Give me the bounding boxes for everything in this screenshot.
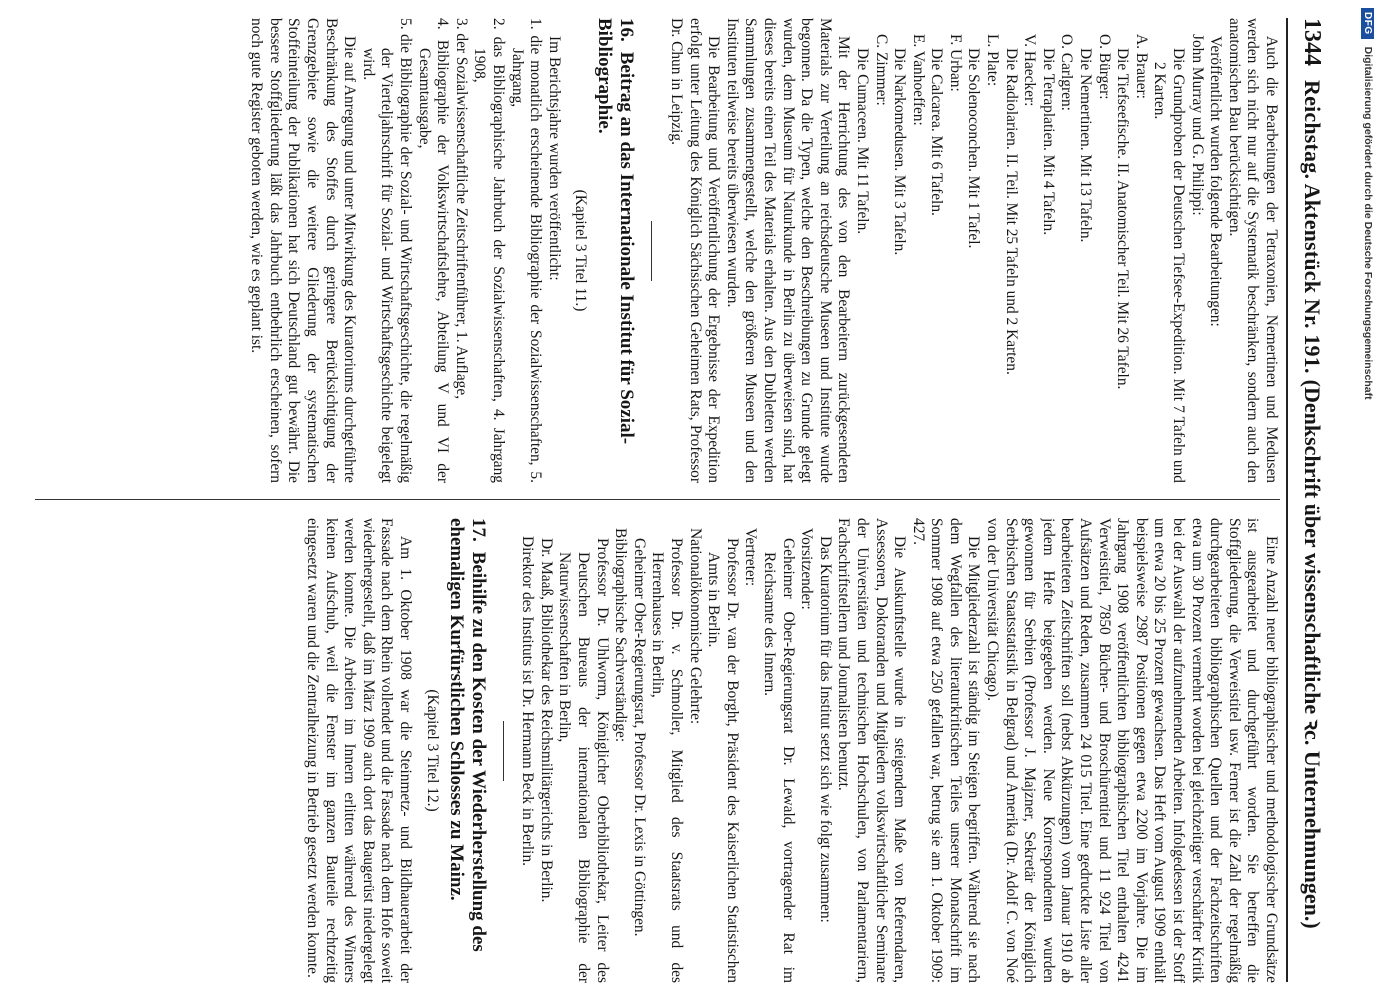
section-number: 16.: [616, 18, 638, 42]
work-title: Die Cumaceen. Mit 11 Tafeln.: [853, 48, 871, 235]
list-item: [358, 18, 414, 483]
author-name: O. Carlgren:: [1058, 34, 1076, 111]
section-title: Beitrag an das Internationale Institut für Sozial-Bibliographie.: [594, 18, 638, 445]
list-item: [451, 18, 470, 483]
page-header: [1292, 18, 1328, 982]
list-number: 1.: [527, 18, 545, 30]
board-member: Geheimer Ober-Regierungsrat Dr. Lewald, vortragender Rat im Reichsamte des Innern.: [760, 538, 797, 983]
author-name: L. Plate:: [984, 34, 1002, 87]
author-name: O. Bürger:: [1095, 34, 1113, 100]
dfg-credit-text: Digitalisierung gefördert durch die Deutsche Forschungsgemeinschaft: [1362, 46, 1374, 400]
page-number: 1344: [1299, 18, 1325, 66]
running-subtitle: (Denkschrift über wissenschaftliche ꝛc. Unternehmungen.): [1300, 379, 1325, 929]
paragraph: Veröffentlicht wurden folgende Bearbeitungen:: [1207, 36, 1225, 327]
board-member: Professor Dr. v. Schmoller, Mitglied des Staatsrats und des Herrenhauses in Berlin,: [649, 538, 685, 983]
board-member: Geheimer Ober-Regierungsrat, Professor Dr. Lexis in Göttingen.: [630, 538, 648, 937]
paragraph: Im Berichtsjahre wurden veröffentlicht:: [545, 36, 563, 281]
work-title: Die Nemertinen. Mit 13 Tafeln.: [1077, 48, 1095, 243]
work-title: Die Narkomedusen. Mit 3 Tafeln.: [891, 48, 909, 256]
list-text: das Bibliographische Jahrbuch der Sozialwissenschaften, 4. Jahrgang 1908,: [471, 36, 508, 483]
list-item: [507, 18, 544, 483]
section-number: 17.: [467, 518, 489, 542]
section-title: Beihilfe zu den Kosten der Wiederherstellung des ehemaligen Kurfürstlichen Schlosses zu Mainz.: [445, 518, 489, 952]
right-column: [25, 518, 1280, 983]
header-rule: [1286, 18, 1288, 982]
list-text: der Sozialwissenschaftliche Zeitschriftenführer, 1. Auflage,: [452, 33, 470, 400]
paragraph: Die Bearbeitung und Veröffentlichung der Ergebnisse der Expedition erfolgt unter Leitung des Königlich Sächsischen Geheimen Rats, Professor Dr. Chun in Leipzig.: [668, 18, 723, 483]
dfg-credit-text-wrap: [1358, 8, 1378, 993]
chapter-reference: (Kapitel 3 Titel 12.): [423, 689, 441, 812]
list-number: 5.: [397, 18, 415, 30]
board-member: Professor Dr. Uhlworm, Königlicher Oberbibliothekar, Leiter des Deutschen Bureaus der internationalen Bibliographie der Naturwissenschaften in Berlin,: [556, 538, 611, 983]
list-text: die Bibliographie der Sozial- und Wirtschaftsgeschichte, die regelmäßig der Vierteljahrschrift für Sozial- und Wirtschaftsgeschichte beigelegt wird.: [359, 34, 415, 483]
author-name: A. Brauer:: [1132, 34, 1150, 99]
paragraph: Direktor des Instituts ist Dr. Hermann Beck in Berlin.: [519, 536, 537, 866]
list-text: die monatlich erscheinende Bibliographie der Sozialwissenschaften, 5. Jahrgang,: [508, 35, 545, 483]
dfg-credit: [1358, 8, 1378, 993]
work-title: Die Radiolarien. II. Teil. Mit 25 Tafeln und 2 Karten.: [1002, 48, 1020, 375]
work-title: Die Grundproben der Deutschen Tiefsee-Expedition. Mit 7 Tafeln und 2 Karten.: [1151, 48, 1188, 483]
board-member: Dr. Maaß, Bibliothekar des Reichsmilitärgerichts in Berlin.: [537, 538, 555, 903]
board-member: Professor Dr. van der Borght, Präsident des Kaiserlichen Statistischen Amts in Berlin.: [705, 538, 741, 983]
paragraph: Die Auskunftstelle wurde in steigendem Maße von Referendaren, Assessoren, Doktoranden und Mitgliedern volkswirtschaftlicher Seminare der Universitäten und technischen Hochschulen, von Parlamentariern, Fachschriftstellern und Journalisten benutzt.: [835, 518, 909, 983]
author-name: F. Urban:: [946, 34, 964, 92]
paragraph: Mit der Herrichtung des von den Bearbeitern zurückgesendeten Materials zur Verteilung an reichsdeutsche Museen und Institute wurde begonnen. Da die Typen, welche den Beschreibungen zu Grunde gelegt wurden, dem Museum für Naturkunde in Berlin zu überweisen sind, hat dieses bereits einen Teil des Materials erhalten. Aus den Dubletten werden Sammlungen zusammengestellt, welche den größeren Museen und den Instituten teilweise bereits überwiesen wurden.: [723, 18, 853, 483]
board-role: Vorsitzender:: [798, 528, 816, 610]
column-rule: [35, 499, 1280, 500]
author-name: V. Haecker:: [1021, 34, 1039, 107]
paragraph: Die Mitgliederzahl ist ständig im Steigen begriffen. Während sie nach dem Wegfallen des literaturkritischen Teiles unserer Monatschrift im Sommer 1908 auf etwa 250 gefallen war, betrug sie am 1. Oktober 1909: 427.: [909, 518, 983, 983]
list-number: 3.: [452, 18, 470, 30]
work-title: Die Tiefseefische. II. Anatomischer Teil. Mit 26 Tafeln.: [1114, 48, 1132, 390]
board-role: Bibliographische Sachverständige:: [612, 528, 630, 743]
list-item: [470, 18, 507, 483]
list-item: [414, 18, 451, 483]
author-name: E. Vanhoeffen:: [909, 34, 927, 126]
running-title: Reichstag. Aktenstück Nr. 191.: [1300, 80, 1325, 374]
work-title: Die Tetraplatien. Mit 4 Tafeln.: [1039, 48, 1057, 236]
paragraph: Das Kuratorium für das Institut setzt sich wie folgt zusammen:: [816, 536, 834, 923]
section-divider: [503, 721, 504, 781]
paragraph: Auch die Bearbeitungen der Tetraxonien, Nemertinen und Medusen werden sich nicht nur auf die Systematik beschränken, sondern auch den anatomischen Bau berücksichtigen.: [1225, 18, 1280, 483]
work-title: Die Solenoconchen. Mit 1 Tafel.: [965, 48, 983, 249]
author-name: John Murray und G. Philippi:: [1188, 34, 1206, 216]
paragraph: Die auf Anregung und unter Mitwirkung des Kuratoriums durchgeführte Beschränkung des Stoffes durch geringere Berücksichtigung der Grenzgebiete sowie die weitere Gliederung der systematischen Stoffeinteilung der Publikationen hat sich Deutschland gut bewährt. Die bessere Stoffgliederung läßt das Jahrbuch entbehrlich erscheinen, sofern noch gute Register geboten werden, wie es geplant ist.: [248, 18, 359, 483]
board-role: Vertreter:: [742, 528, 760, 587]
paragraph: Am 1. Oktober 1908 war die Steinmetz- und Bildhauerarbeit der Fassade nach dem Rhein vollendet und die Fassade nach dem Hofe soweit wiederhergestellt, daß im März 1909 auch dort das Baugerüst niedergelegt werden konnte. Die Arbeiten im Innern erlitten während des Winters keinen Aufschub, weil die Fenster im ganzen Bauteile rechtzeitig eingesetzt waren und die Zentralheizung in Betrieb gesetzt werden konnte.: [304, 518, 415, 983]
list-text: Bibliographie der Volkswirtschaftslehre, Abteilung V und VI der Gesamtausgabe,: [415, 39, 452, 483]
rotated-page: [20, 0, 1340, 1000]
work-title: Die Calcarea. Mit 6 Tafeln.: [928, 48, 946, 216]
author-name: C. Zimmer:: [872, 34, 890, 106]
chapter-reference: (Kapitel 3 Titel 11.): [572, 189, 590, 312]
list-number: 4.: [434, 18, 452, 30]
section-heading-16: [593, 18, 637, 483]
list-number: 2.: [490, 18, 508, 30]
left-column: [25, 18, 1280, 483]
dfg-logo: DFG: [1362, 8, 1375, 39]
section-heading-17: [445, 518, 489, 983]
section-divider: [651, 221, 652, 281]
paragraph: Eine Anzahl neuer bibliographischer und methodologischer Grundsätze ist ausgearbeitet und durchgeführt worden. Sie betreffen die Stoffgliederung, die Verweistitel usw. Ferner ist die Zahl der regelmäßig durchgearbeiteten bibliographischen Quellen und der Fachzeitschriften etwa um 30 Prozent vermehrt worden bei gleichzeitiger verschärfter Kritik bei der Auswahl der aufzunehmenden Arbeiten. Infolgedessen ist der Stoff um etwa 20 bis 25 Prozent gewachsen. Das Heft vom August 1909 enthält beispielsweise 2987 Positionen gegen etwa 2200 im Vorjahre. Die im Jahrgang 1908 veröffentlichten bibliographischen Titel enthalten 4241 Verweistitel, 7850 Bücher- und Broschürentitel und 11 924 Titel von Aufsätzen und Reden, zusammen 24 015 Titel. Eine gedruckte Liste aller bearbeiteten Zeitschriften soll (nebst Abkürzungen) vom Januar 1910 ab jedem Hefte beigegeben werden. Neue Korrespondenten wurden gewonnen für Serbien (Professor J. Majzner, Sekretär der Königlich Serbischen Staatsstatistik in Belgrad) und Amerika (Dr. Adolf C. von Noé von der Universität Chicago).: [984, 518, 1280, 983]
board-role: Nationalökonomische Gelehrte:: [686, 528, 704, 725]
